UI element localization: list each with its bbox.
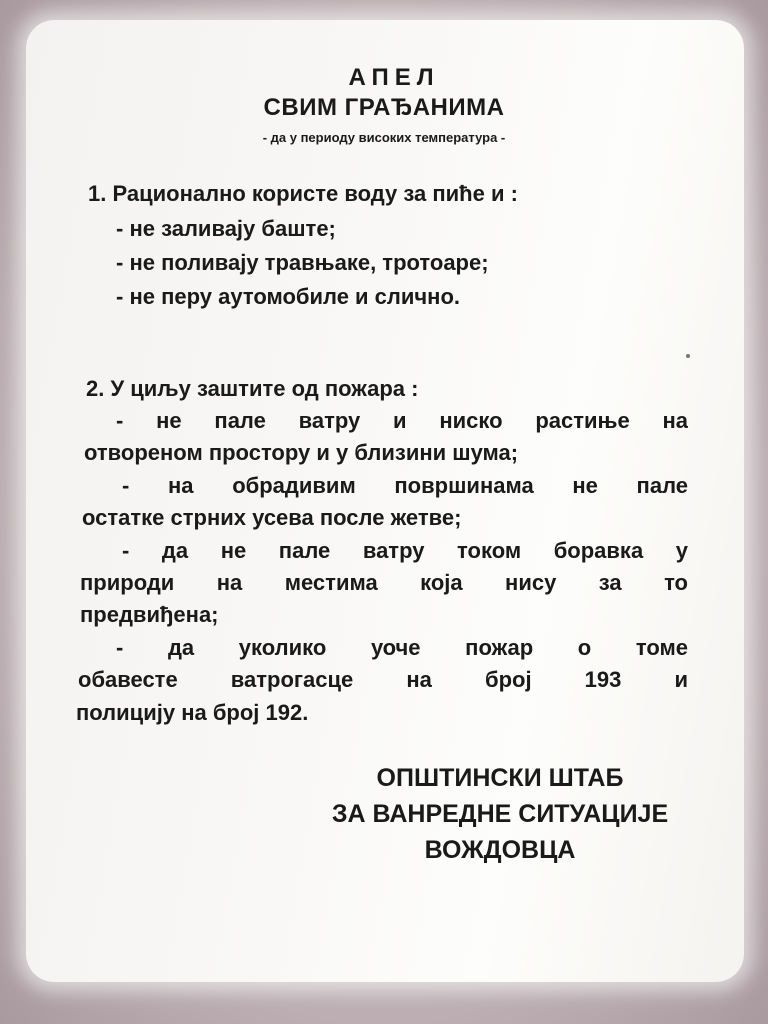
section-2-line: природи на местима која нису за то [80,570,688,595]
signature-line-1: ОПШТИНСКИ ШТАБ [376,764,624,792]
section-2-line: предвиђена; [80,602,219,627]
section-2-heading: 2. У циљу заштите од пожара : [86,376,419,401]
section-2-line: - не пале ватру и ниско растиње на [116,408,688,433]
scan-speck [686,354,690,358]
section-2-line: полицију на број 192. [76,700,309,725]
section-2-line: обавесте ватрогасце на број 193 и [78,667,688,692]
section-2-line: отвореном простору и у близини шума; [84,440,519,465]
section-2-line: - на обрадивим површинама не пале [122,473,688,498]
notice-subtitle: СВИМ ГРАЂАНИМА [263,94,505,121]
section-2-line: остатке стрних усева после жетве; [82,505,462,530]
signature-line-2: ЗА ВАНРЕДНЕ СИТУАЦИЈЕ [331,800,669,828]
signature-line-3: ВОЖДОВЦА [424,836,576,864]
notice-note: - да у периоду високих температура - [262,130,506,145]
section-1-item: - не заливају баште; [116,216,336,241]
section-2-line: - да уколико уоче пожар о томе [116,635,688,660]
section-1-heading: 1. Рационално користе воду за пиће и : [88,181,518,206]
notice-title: АПЕЛ [348,64,440,91]
section-2-line: - да не пале ватру током боравка у [122,538,688,563]
section-1-item: - не перу аутомобиле и слично. [116,284,461,309]
section-1-item: - не поливају травњаке, тротоаре; [116,250,489,275]
